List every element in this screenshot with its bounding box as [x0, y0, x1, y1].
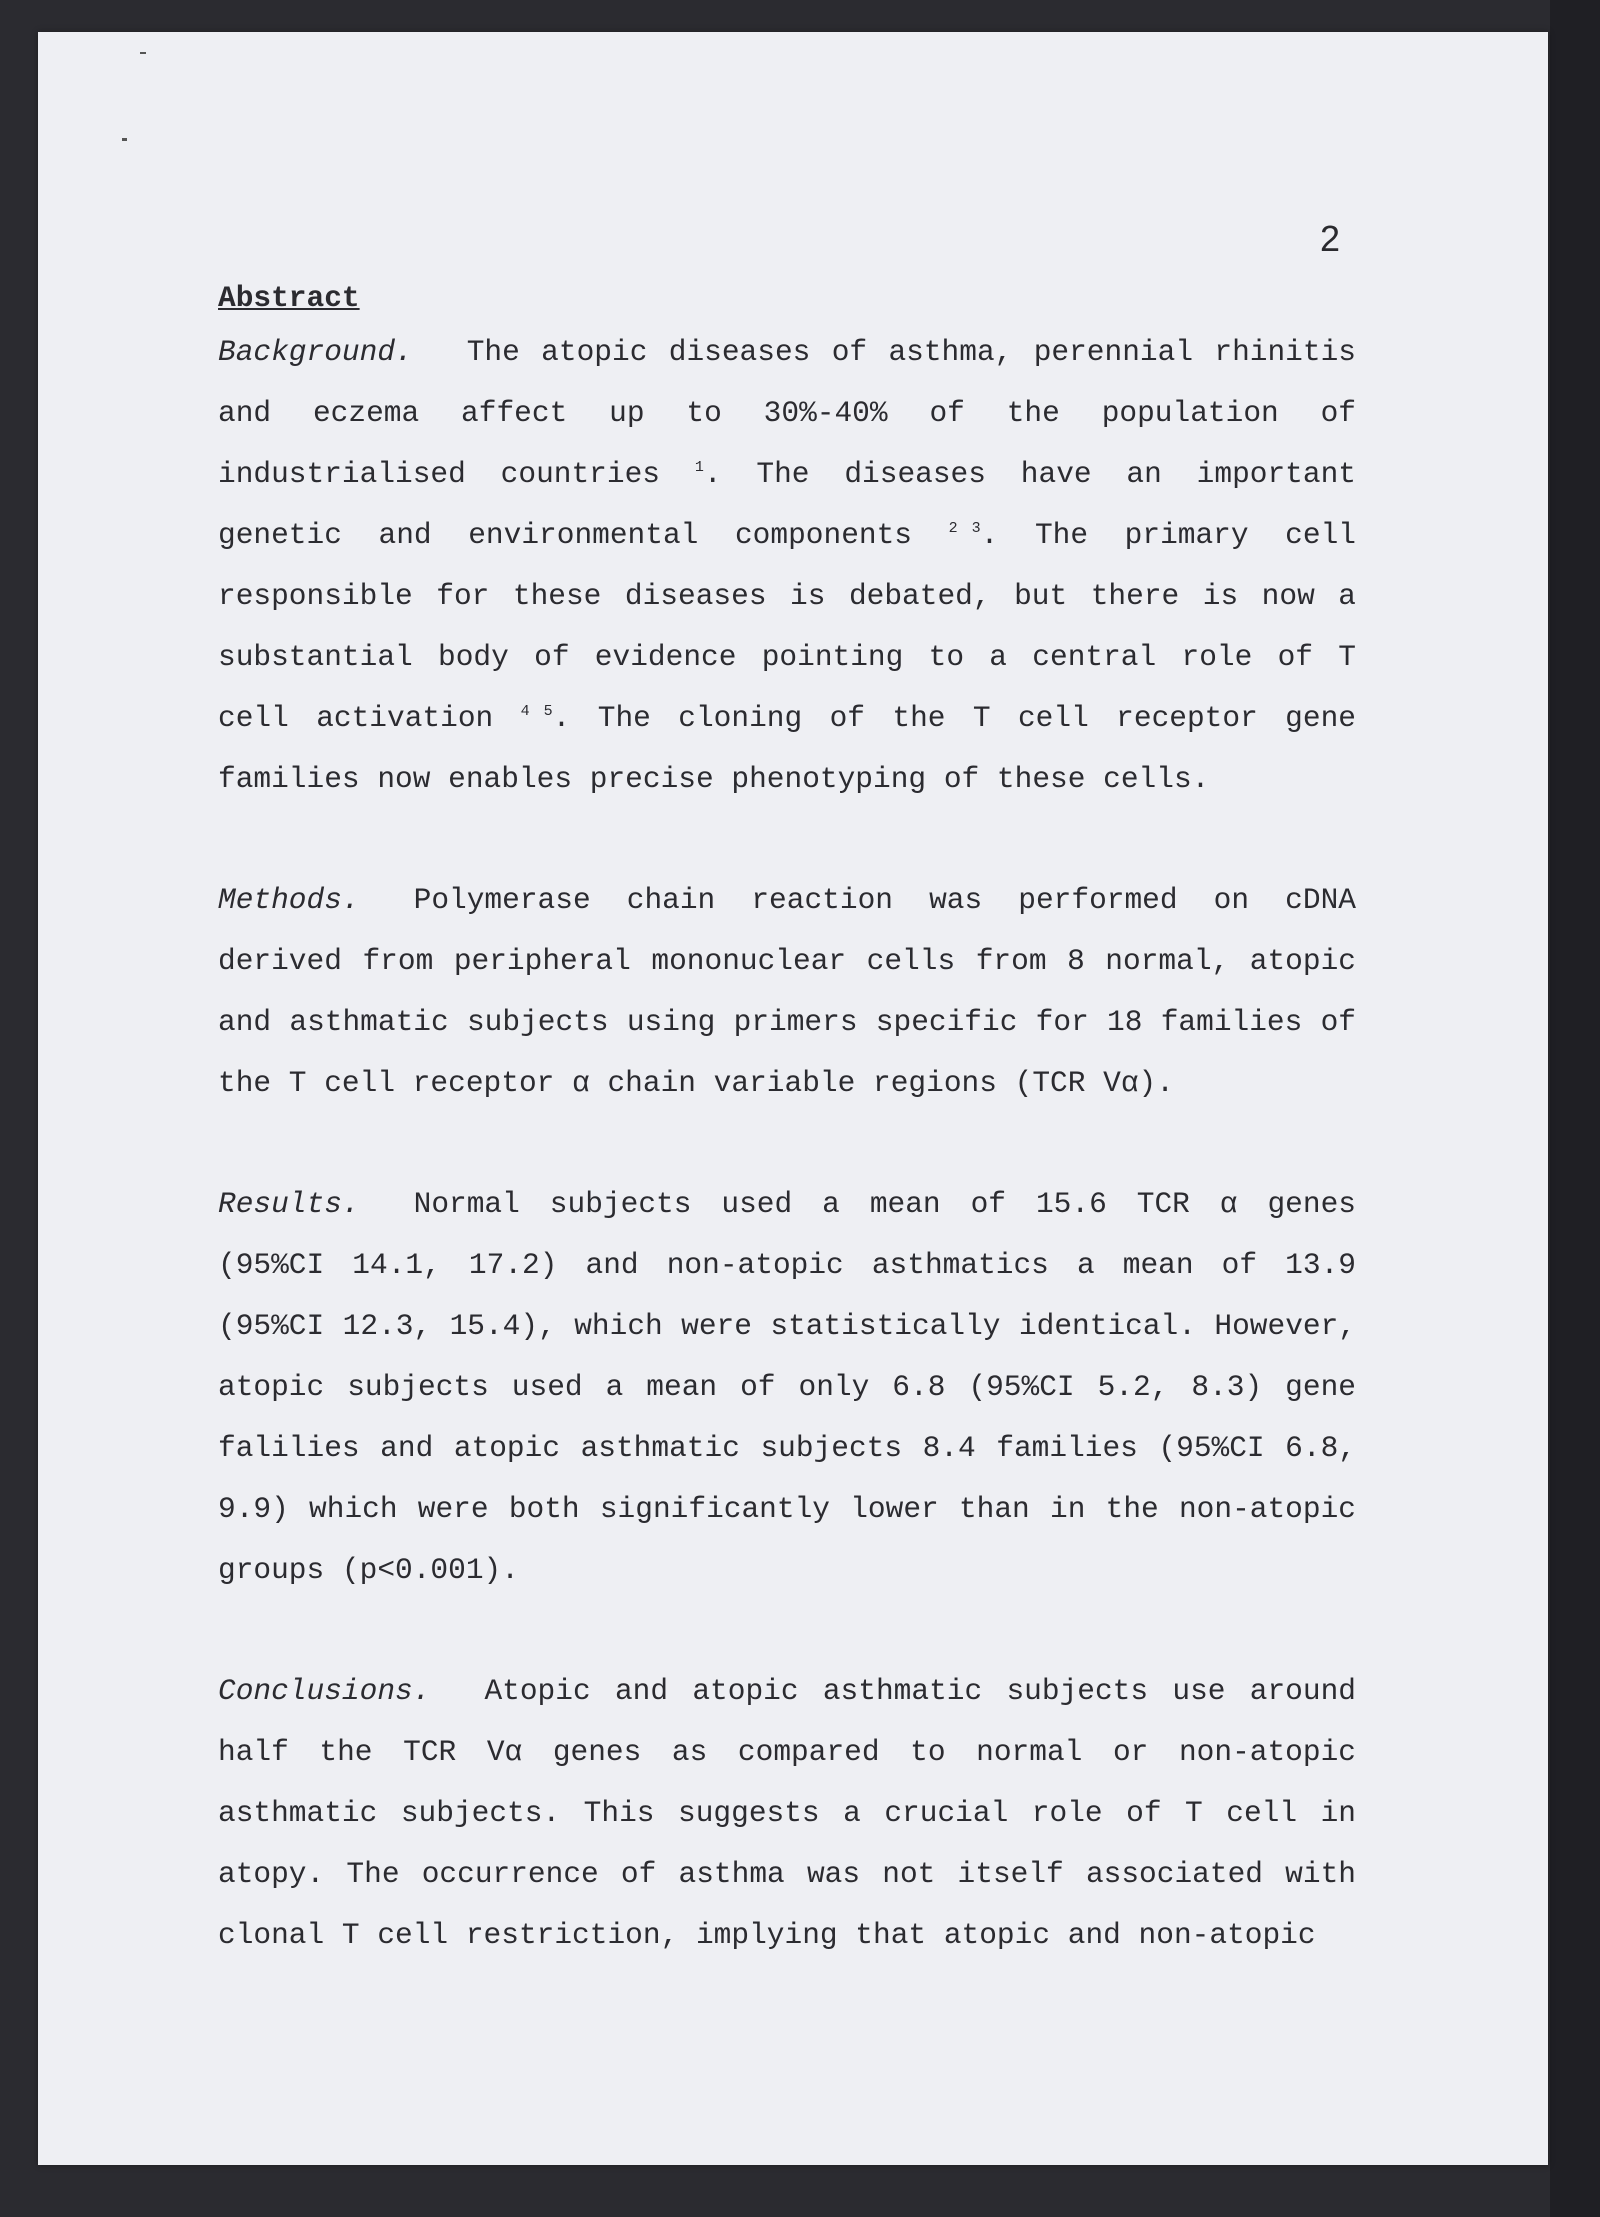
conclusions-text: Atopic and atopic asthmatic subjects use around half the TCR Vα genes as compared to normal or non-atopic asthmatic subjects. This suggests a crucial role of T cell in atopy. The occurrence of asthma was not itself associated with clonal T cell restriction, implying that atopic and non-atopic	[218, 1674, 1356, 1952]
background-label: Background.	[218, 335, 413, 369]
results-text: Normal subjects used a mean of 15.6 TCR α genes (95%CI 14.1, 17.2) and non-atopic asthmatics a mean of 13.9 (95%CI 12.3, 15.4), which were statistically identical. However, atopic subjects used a mean of only 6.8 (95%CI 5.2, 8.3) gene falilies and atopic asthmatic subjects 8.4 families (95%CI 6.8, 9.9) which were both significantly lower than in the non-atopic groups (p<0.001).	[218, 1187, 1356, 1587]
results-label: Results.	[218, 1187, 360, 1221]
results-paragraph	[218, 1174, 1356, 1601]
abstract-heading: Abstract	[218, 281, 360, 315]
scan-background	[1550, 0, 1600, 2217]
background-text-3: . The primary cell responsible for these diseases is debated, but there is now a substantial body of evidence pointing to a central role of T cell activation	[218, 518, 1356, 735]
scan-speck	[140, 52, 146, 54]
reference-2: 2	[948, 520, 958, 537]
background-text-2: . The diseases have an important genetic and environmental components	[218, 457, 1356, 552]
background-paragraph	[218, 322, 1356, 810]
abstract-section	[218, 278, 1356, 2026]
background-text-4: . The cloning of the T cell receptor gene families now enables precise phenotyping of these cells.	[218, 701, 1356, 796]
methods-label: Methods.	[218, 883, 360, 917]
conclusions-paragraph	[218, 1661, 1356, 1966]
conclusions-label: Conclusions.	[218, 1674, 431, 1708]
scan-speck	[122, 138, 127, 141]
methods-text: Polymerase chain reaction was performed on cDNA derived from peripheral mononuclear cells from 8 normal, atopic and asthmatic subjects using primers specific for 18 families of the T cell receptor α chain variable regions (TCR Vα).	[218, 883, 1356, 1100]
reference-4: 4	[520, 703, 530, 720]
reference-5: 5	[543, 703, 553, 720]
reference-3: 3	[971, 520, 981, 537]
page-number: 2	[1320, 218, 1341, 259]
reference-1: 1	[694, 459, 704, 476]
background-text-1: The atopic diseases of asthma, perennial rhinitis and eczema affect up to 30%-40% of the population of industrialised countries	[218, 335, 1356, 491]
methods-paragraph	[218, 870, 1356, 1114]
